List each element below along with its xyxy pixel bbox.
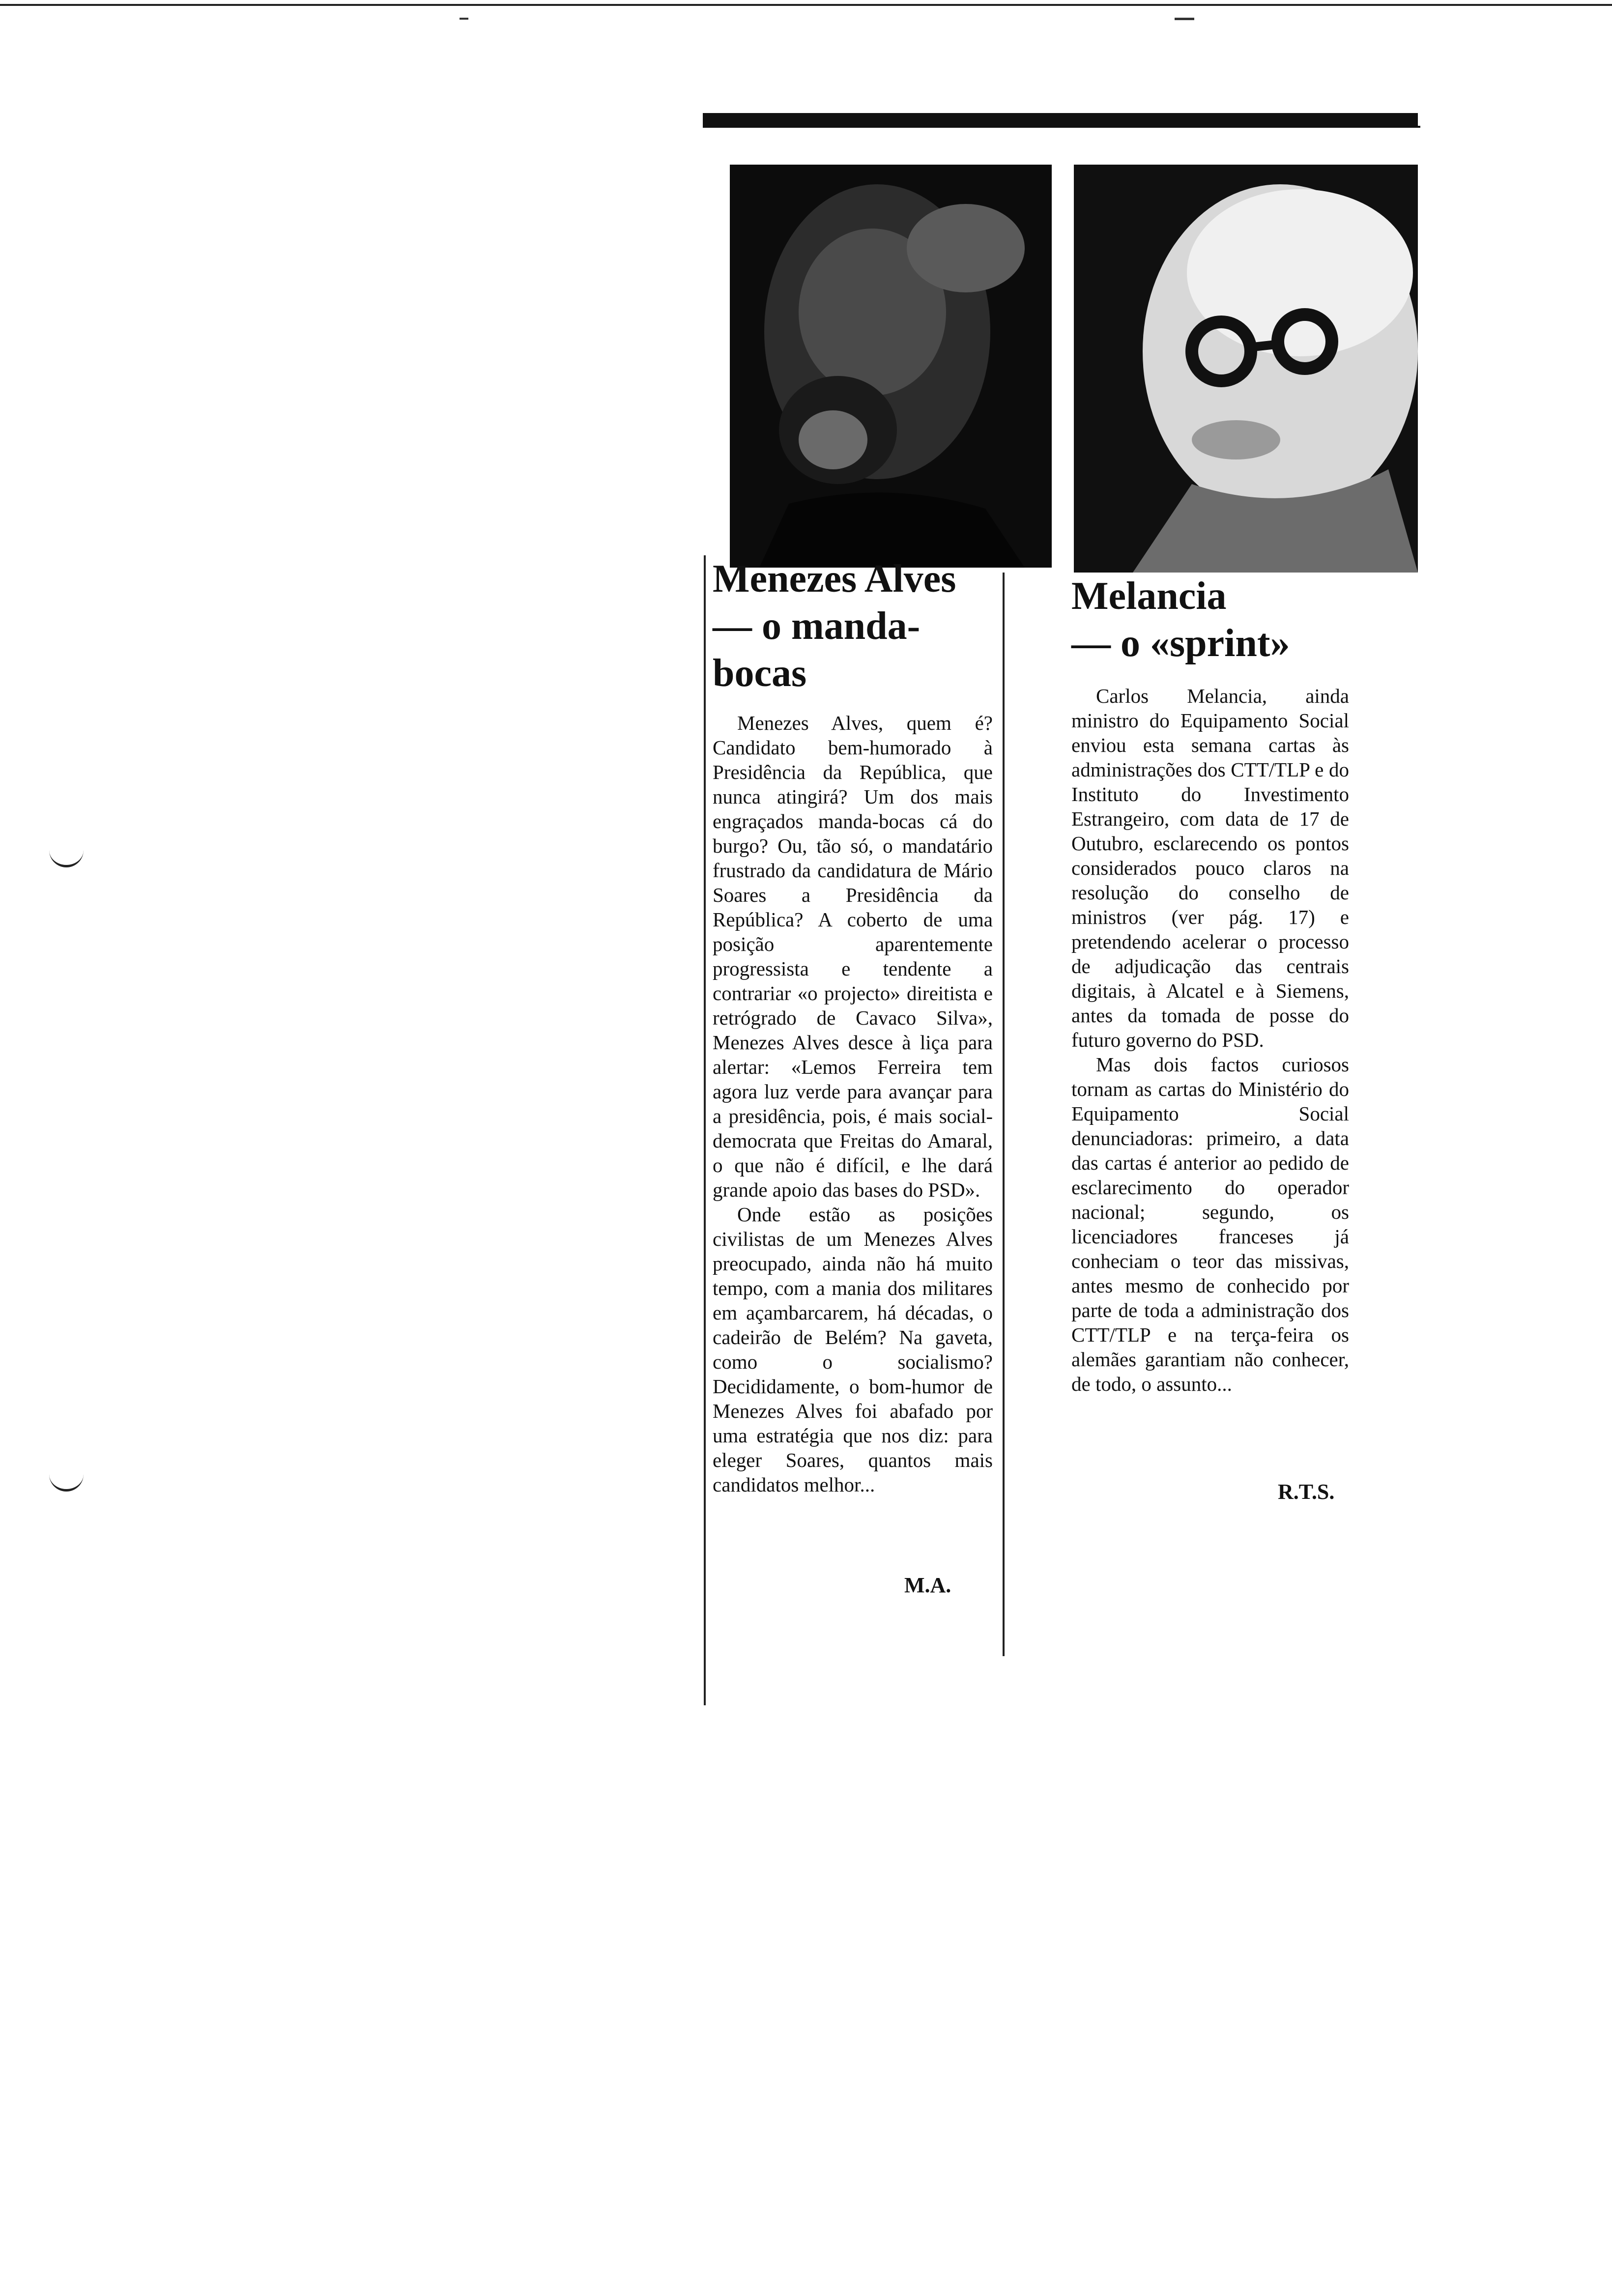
headline-line: — o «sprint»: [1071, 622, 1290, 665]
article-paragraph: Onde estão as posições civilistas de um Menezes Alves preocupado, ainda não há muito tempo, com a mania dos militares em açambarcarem, há décadas, o cadeirão de Belém? Na gaveta, como o socialismo? Decididamente, o bom-humor de Menezes Alves foi abafado por uma estratégia que nos diz: para eleger Soares, quantos mais candidatos melhor...: [713, 1203, 993, 1496]
portrait-photo-menezes-alves: [730, 165, 1052, 568]
scan-bracket-mark: [49, 1469, 84, 1492]
article-menezes-alves: [713, 555, 993, 1497]
headline: [713, 555, 993, 697]
column-rule-center: [1003, 573, 1005, 1656]
scan-mark: [460, 18, 468, 20]
newspaper-clipping: [634, 113, 1430, 1705]
headline: [1071, 573, 1349, 667]
byline: M.A.: [904, 1573, 951, 1597]
scan-bracket-mark: [49, 845, 84, 867]
headline-line: Melancia: [1071, 574, 1227, 618]
headline-line: — o manda-bocas: [713, 604, 921, 695]
article-melancia: [1071, 573, 1349, 1396]
clipping-top-rule-thin: [703, 126, 1420, 128]
portrait-photo-carlos-melancia: [1074, 165, 1418, 573]
article-paragraph: Mas dois factos curiosos tornam as cartas do Ministério do Equipamento Social denunciadoras: primeiro, a data das cartas é anterior ao pedido de esclarecimento do operador nacional; segundo, os licenciadores franceses já conheciam o teor das missivas, antes mesmo de conhecido por parte de toda a administração dos CTT/TLP e na terça-feira os alemães garantiam não conhecer, de todo, o assunto...: [1071, 1053, 1349, 1395]
article-paragraph: Carlos Melancia, ainda ministro do Equipamento Social enviou esta semana cartas às administrações dos CTT/TLP e do Instituto do Investimento Estrangeiro, com data de 17 de Outubro, esclarecendo os pontos considerados pouco claros na resolução do conselho de ministros (ver pág. 17) e pretendendo acelerar o processo de adjudicação das centrais digitais, à Alcatel e à Siemens, antes da tomada de posse do futuro governo do PSD.: [1071, 685, 1349, 1051]
page-top-border: [0, 4, 1612, 6]
clipping-top-rule: [703, 113, 1418, 126]
headline-line: Menezes Alves: [713, 557, 956, 601]
article-paragraph: Menezes Alves, quem é? Candidato bem-humorado à Presidência da República, que nunca atingirá? Um dos mais engraçados manda-bocas cá do burgo? Ou, tão só, o mandatário frustrado da candidatura de Mário Soares a Presidência da República? A coberto de uma posição aparentemente progressista e tendente a contrariar «o projecto» direitista e retrógrado de Cavaco Silva», Menezes Alves desce à liça para alertar: «Lemos Ferreira tem agora luz verde para avançar para a presidência, pois, é mais social-democrata que Freitas do Amaral, o que não é difícil, e lhe dará grande apoio das bases do PSD».: [713, 712, 993, 1201]
column-rule-left: [704, 555, 706, 1705]
scan-mark: [1175, 18, 1194, 20]
byline: R.T.S.: [1278, 1480, 1335, 1504]
